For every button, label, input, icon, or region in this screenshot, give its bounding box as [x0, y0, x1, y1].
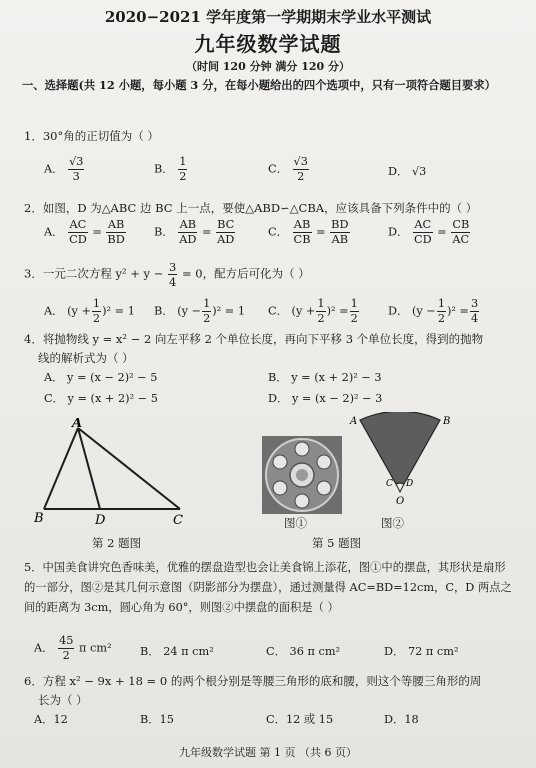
fraction [350, 297, 359, 326]
stem-text: 3．一元二次方程 y² + y − [24, 266, 164, 281]
dish-4 [295, 494, 309, 508]
segment-ad [78, 428, 100, 509]
inner-radii [396, 484, 404, 492]
fraction [178, 155, 187, 184]
q2-option-c [268, 218, 351, 247]
numerator: 1 [179, 155, 187, 168]
dish-6 [273, 455, 287, 469]
denominator: CD [413, 233, 432, 246]
q1-stem: 1．30°角的正切值为（ ） [24, 129, 159, 143]
fraction [316, 297, 325, 326]
option-label: B． [154, 162, 174, 176]
q6-option-d: D．18 [384, 713, 419, 726]
numerator: 1 [437, 297, 445, 310]
equals-sign: = [437, 225, 447, 239]
denominator: 2 [350, 312, 358, 325]
denominator: AD [217, 233, 235, 246]
expr-text: (y − [177, 304, 202, 318]
fraction [92, 297, 101, 326]
figure-2-label: 图② [381, 516, 404, 530]
sector-label-b: B [443, 416, 451, 427]
numerator: 1 [317, 297, 325, 310]
page-footer: 九年级数学试题 第 1 页 （共 6 页） [179, 746, 357, 759]
numerator: BC [217, 218, 235, 231]
denominator: 2 [58, 648, 74, 663]
fraction [293, 218, 312, 247]
triangle-figure [30, 418, 200, 530]
q2-option-b [154, 218, 236, 247]
expr-text: )² = 1 [102, 304, 135, 318]
equals-sign: = [316, 225, 326, 239]
numerator: BD [331, 218, 349, 231]
numerator: AB [293, 218, 311, 231]
denominator: AB [331, 233, 349, 246]
sector-label-c: C [386, 479, 393, 489]
q2-stem: 2．如图，D 为△ABC 边 BC 上一点，要使△ABD∽△CBA，应该具备下列条件中的（ ） [24, 201, 478, 215]
denominator: 2 [317, 312, 325, 325]
option-label: D． [388, 304, 409, 318]
q6-option-c: C．12 或 15 [266, 713, 334, 726]
expr-text: )² = 1 [212, 304, 246, 318]
q3-stem [24, 260, 310, 289]
exam-info: （时间 120 分钟 满分 120 分） [185, 60, 351, 73]
q4-option-b: B． y = (x + 2)² − 3 [268, 371, 382, 384]
denominator: 2 [437, 312, 445, 325]
denominator: 4 [168, 275, 177, 289]
section-instruction: 一、选择题(共 12 小题，每小题 3 分，在每小题给出的四个选项中，只有一项符合题目要求） [22, 78, 496, 92]
q5-option-b: B． 24 π cm² [140, 645, 214, 658]
plate-photo [262, 436, 342, 514]
option-label: C． [268, 162, 288, 176]
q6-stem-line2: 长为（ ） [38, 693, 88, 707]
side-ab [44, 428, 78, 509]
fraction [68, 218, 88, 247]
dish-5 [273, 481, 287, 495]
q5-option-a [34, 634, 112, 663]
numerator: 3 [471, 297, 479, 310]
equals-sign: = [202, 225, 212, 239]
vertex-label-a: A [72, 418, 83, 431]
dish-3 [317, 481, 331, 495]
option-value: √3 [411, 165, 427, 178]
numerator: CB [452, 218, 470, 231]
fraction [168, 260, 177, 289]
fraction [470, 297, 479, 326]
plate-center-dot [296, 469, 308, 481]
q4-option-a: A． y = (x − 2)² − 5 [44, 371, 158, 384]
q6-option-a: A．12 [34, 713, 68, 726]
numerator: √3 [69, 155, 84, 168]
denominator: 2 [203, 312, 211, 325]
denominator: AD [179, 233, 197, 246]
fraction [330, 218, 349, 247]
unit-text: π cm² [79, 641, 112, 655]
denominator: 2 [293, 169, 309, 184]
q1-option-c [268, 155, 310, 184]
caption-q2: 第 2 题图 [92, 536, 142, 550]
q5-option-d: D． 72 π cm² [384, 645, 459, 658]
q3-option-b [154, 297, 245, 326]
vertex-label-b: B [34, 511, 44, 526]
option-label: C． [268, 225, 288, 239]
q1-option-a [44, 155, 85, 184]
option-label: A． [34, 641, 54, 655]
side-ac [78, 428, 180, 509]
denominator: CD [69, 233, 87, 246]
q4-stem-line2: 线的解析式为（ ） [38, 351, 134, 365]
caption-q5: 第 5 题图 [312, 536, 362, 550]
q5-option-c: C． 36 π cm² [266, 645, 341, 658]
option-label: A． [44, 162, 64, 176]
exam-title: 九年级数学试题 [194, 32, 342, 56]
expr-text: (y + [291, 304, 316, 318]
dish-1 [295, 442, 309, 456]
fraction [216, 218, 235, 247]
denominator: 3 [68, 169, 84, 184]
fraction [178, 218, 197, 247]
exam-title-line1: 2020−2021 学年度第一学期期末学业水平测试 [104, 8, 432, 26]
denominator: 4 [471, 312, 479, 325]
denominator: AC [452, 233, 470, 246]
numerator: AB [179, 218, 197, 231]
q5-stem: 5．中国美食讲究色香味美，优雅的摆盘造型也会让美食锦上添花，图①中的摆盘，其形状是扇形的一部分，图②是其几何示意图（阴影部分为摆盘），通过测量得 AC=BD=12cm，C，D 两点之间的距离为 3cm，圆心角为 60°，则图②中摆盘的面积是（ ） [24, 561, 512, 614]
expr-text: (y + [67, 304, 91, 318]
sector-label-a: A [350, 416, 358, 427]
fraction [58, 634, 74, 663]
expr-text: )² = [326, 304, 349, 318]
q1-option-b [154, 155, 188, 184]
q3-option-d [388, 297, 480, 326]
q4-option-d: D． y = (x − 2)² − 3 [268, 392, 383, 405]
option-label: A． [44, 304, 64, 318]
numerator: 1 [203, 297, 211, 310]
stem-text: = 0，配方后可化为（ ） [181, 266, 310, 281]
shaded-plate-region [360, 412, 440, 484]
denominator: BD [107, 233, 125, 246]
dish-2 [317, 455, 331, 469]
sector-label-d: D [406, 479, 414, 489]
denominator: CB [293, 233, 311, 246]
option-label: A． [44, 225, 64, 239]
q4-option-c: C． y = (x + 2)² − 5 [44, 392, 158, 405]
q2-option-d [388, 218, 471, 247]
numerator: 45 [59, 634, 74, 647]
option-label: D． [388, 165, 409, 178]
numerator: 1 [350, 297, 358, 310]
vertex-label-d: D [95, 513, 106, 528]
denominator: 2 [179, 170, 187, 183]
q3-option-a [44, 297, 135, 326]
option-label: B． [154, 304, 174, 318]
equals-sign: = [92, 225, 102, 239]
numerator: AC [69, 218, 87, 231]
option-label: B． [154, 225, 174, 239]
numerator: 3 [168, 260, 177, 274]
option-label: D． [388, 225, 409, 239]
sector-diagram [348, 412, 452, 518]
q6-option-b: B．15 [140, 713, 174, 726]
option-label: C． [268, 304, 288, 318]
expr-text: (y − [411, 304, 436, 318]
sector-label-o: O [396, 496, 405, 507]
fraction [413, 218, 433, 247]
q4-stem-line1: 4．将抛物线 y = x² − 2 向左平移 2 个单位长度，再向下平移 3 个单位长度，得到的抛物 [24, 332, 484, 346]
fraction [106, 218, 125, 247]
q3-option-c [268, 297, 360, 326]
denominator: 2 [92, 312, 101, 325]
fraction [451, 218, 470, 247]
q2-option-a [44, 218, 127, 247]
q6-stem-line1: 6．方程 x² − 9x + 18 = 0 的两个根分别是等腰三角形的底和腰，则这个等腰三角形的周 [24, 674, 482, 688]
fraction [293, 155, 309, 184]
figure-1-label: 图① [284, 516, 307, 530]
fraction [68, 155, 84, 184]
fraction [202, 297, 211, 326]
numerator: 1 [92, 297, 101, 310]
numerator: √3 [293, 155, 308, 168]
q1-option-d [388, 163, 426, 179]
numerator: AC [414, 218, 432, 231]
expr-text: )² = [447, 304, 469, 318]
fraction [437, 297, 446, 326]
vertex-label-c: C [173, 513, 183, 528]
numerator: AB [107, 218, 125, 231]
